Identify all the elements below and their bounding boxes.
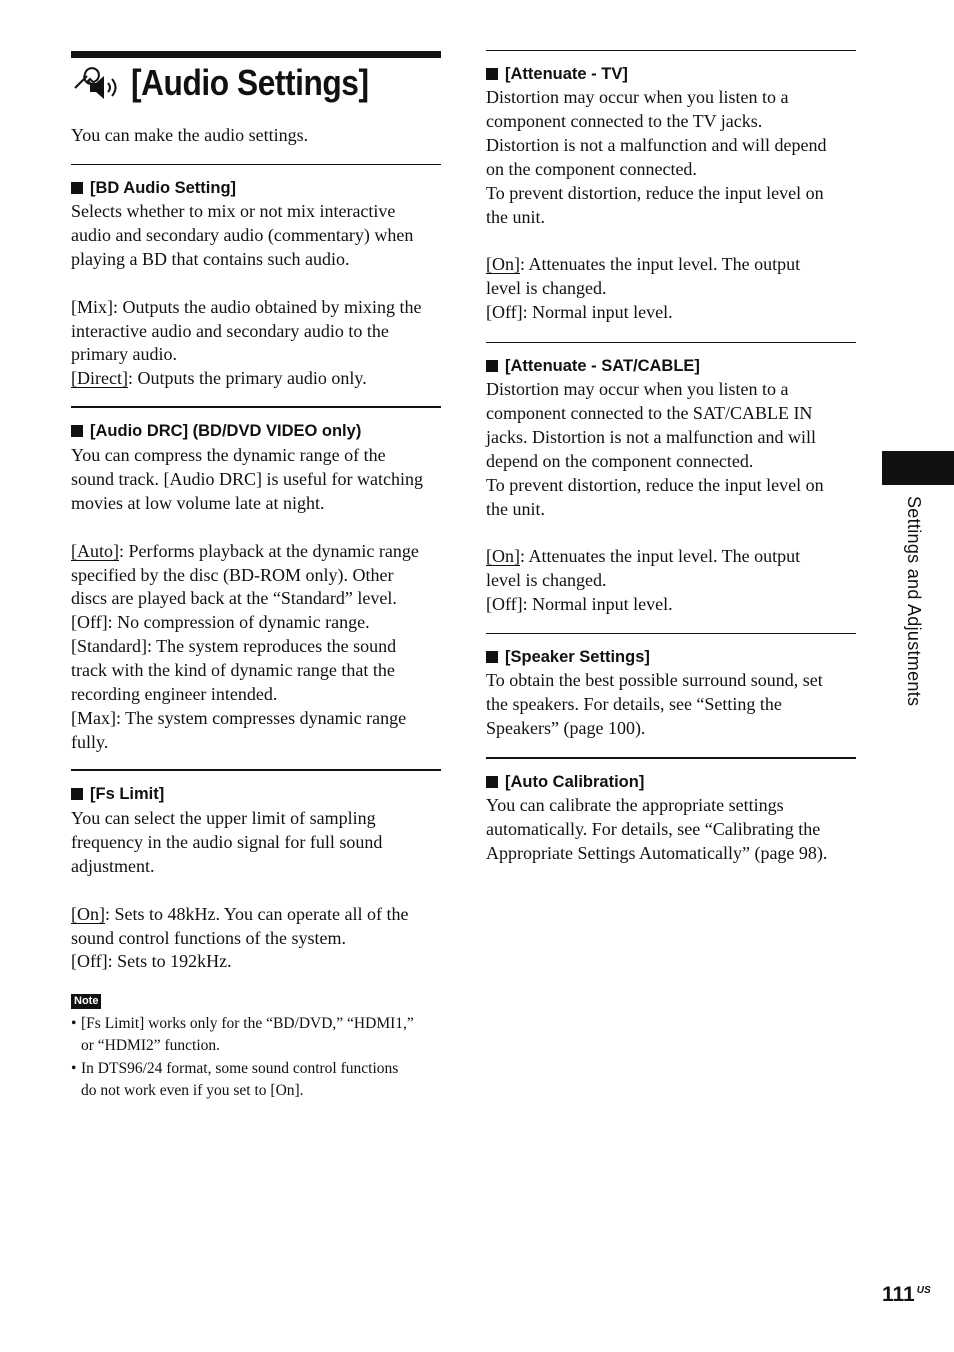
option-line: [Off]: Sets to 192kHz.: [71, 951, 232, 972]
option-line: [Standard]: The system reproduces the sound: [71, 636, 397, 657]
default-option: [Auto]: [71, 540, 119, 561]
wrench-speaker-icon: [71, 62, 125, 104]
section-speaker-settings: [486, 633, 856, 741]
option-line: level is changed.: [486, 570, 607, 591]
body-line: the unit.: [486, 206, 545, 227]
option-line: [Off]: Normal input level.: [486, 302, 673, 323]
body-line: automatically. For details, see “Calibrating the: [486, 818, 821, 839]
option-line: recording engineer intended.: [71, 684, 278, 705]
square-bullet-icon: [486, 360, 498, 372]
option-line: track with the kind of dynamic range that the: [71, 660, 395, 681]
body-line: the unit.: [486, 498, 545, 519]
heading-text: [BD Audio Setting]: [90, 179, 237, 197]
page-suffix: US: [916, 1285, 931, 1296]
option-line: [Max]: The system compresses dynamic range: [71, 707, 407, 728]
square-bullet-icon: [71, 425, 83, 437]
section-attenuate-sat-cable: [486, 342, 856, 617]
body-line: Distortion may occur when you listen to a: [486, 379, 789, 399]
option-line: [Off]: No compression of dynamic range.: [71, 612, 370, 633]
body-line: To prevent distortion, reduce the input level on: [486, 474, 824, 495]
body-line: depend on the component connected.: [486, 450, 754, 471]
section-rule: [71, 406, 441, 408]
section-attenuate-tv: [486, 50, 856, 325]
title-rule: [71, 51, 441, 58]
default-option: [On]: [486, 254, 520, 275]
option-line: [On]: Attenuates the input level. The output: [486, 254, 801, 275]
heading-text: [Speaker Settings]: [505, 648, 650, 666]
body-line: on the component connected.: [486, 158, 697, 179]
heading-text: [Audio DRC] (BD/DVD VIDEO only): [90, 422, 362, 440]
body-line: frequency in the audio signal for full sound: [71, 831, 383, 852]
section-body: [71, 444, 441, 755]
option-line: specified by the disc (BD-ROM only). Other: [71, 564, 394, 585]
heading-text: [Attenuate - SAT/CABLE]: [505, 357, 700, 375]
note-item: • [Fs Limit] works only for the “BD/DVD,” “HDMI1,” or “HDMI2” function.: [71, 1013, 441, 1057]
square-bullet-icon: [486, 68, 498, 80]
option-line: fully.: [71, 731, 109, 752]
section-rule: [486, 757, 856, 759]
option-line: interactive audio and secondary audio to the: [71, 320, 389, 341]
body-line: sound track. [Audio DRC] is useful for watching: [71, 468, 423, 489]
section-body: [486, 378, 856, 617]
option-line: [Direct]: Outputs the primary audio only.: [71, 368, 367, 389]
section-fs-limit: [71, 769, 441, 1103]
section-body: [486, 794, 856, 866]
option-line: sound control functions of the system.: [71, 927, 346, 948]
body-line: To prevent distortion, reduce the input level on: [486, 182, 824, 203]
body-line: playing a BD that contains such audio.: [71, 248, 350, 269]
square-bullet-icon: [71, 788, 83, 800]
note-item: • In DTS96/24 format, some sound control functions do not work even if you set to [On].: [71, 1058, 441, 1102]
body-line: component connected to the TV jacks.: [486, 110, 763, 131]
section-body: [486, 86, 856, 325]
body-line: component connected to the SAT/CABLE IN: [486, 402, 813, 423]
chapter-label: Settings and Adjustments: [904, 496, 924, 707]
body-line: Speakers” (page 100).: [486, 717, 646, 738]
body-line: Distortion may occur when you listen to a: [486, 87, 789, 107]
option-line: level is changed.: [486, 278, 607, 299]
note-block: [71, 991, 441, 1102]
option-line: [Off]: Normal input level.: [486, 594, 673, 615]
square-bullet-icon: [71, 182, 83, 194]
section-heading: [486, 356, 856, 376]
heading-text: [Attenuate - TV]: [505, 65, 628, 83]
body-line: Appropriate Settings Automatically” (page 98).: [486, 842, 828, 863]
body-line: You can compress the dynamic range of the: [71, 445, 386, 465]
section-bd-audio-setting: [71, 164, 441, 391]
body-line: jacks. Distortion is not a malfunction and will: [486, 426, 816, 447]
body-line: Selects whether to mix or not mix interactive: [71, 201, 396, 221]
chapter-tab: [882, 451, 954, 485]
body-line: the speakers. For details, see “Setting the: [486, 693, 782, 714]
section-rule: [486, 633, 856, 634]
default-option: [Direct]: [71, 368, 128, 389]
body-line: adjustment.: [71, 855, 155, 876]
option-line: [On]: Sets to 48kHz. You can operate all of the: [71, 903, 409, 924]
body-line: movies at low volume late at night.: [71, 492, 325, 513]
section-body: [71, 807, 441, 974]
section-rule: [486, 342, 856, 343]
note-list: [71, 1013, 441, 1102]
body-line: You can calibrate the appropriate settings: [486, 795, 784, 815]
option-line: primary audio.: [71, 344, 177, 365]
section-heading: [71, 178, 441, 198]
title-row: [71, 60, 401, 106]
heading-text: [Fs Limit]: [90, 785, 165, 803]
section-rule: [71, 769, 441, 771]
section-body: [71, 200, 441, 391]
section-heading: [71, 421, 441, 441]
body-line: Distortion is not a malfunction and will depend: [486, 134, 827, 155]
section-audio-drc: [71, 406, 441, 755]
page-title: [Audio Settings]: [131, 62, 369, 103]
square-bullet-icon: [486, 651, 498, 663]
option-line: discs are played back at the “Standard” level.: [71, 588, 397, 609]
section-rule: [486, 50, 856, 51]
body-line: audio and secondary audio (commentary) when: [71, 224, 414, 245]
note-badge: Note: [71, 994, 101, 1009]
option-line: [On]: Attenuates the input level. The output: [486, 546, 801, 567]
section-auto-calibration: [486, 757, 856, 866]
intro-text: You can make the audio settings.: [71, 125, 309, 145]
body-line: You can select the upper limit of sampling: [71, 808, 376, 828]
default-option: [On]: [486, 546, 520, 567]
section-heading: [486, 647, 856, 667]
square-bullet-icon: [486, 776, 498, 788]
heading-text: [Auto Calibration]: [505, 773, 645, 791]
section-heading: [71, 784, 441, 804]
section-heading: [486, 64, 856, 84]
page-number: 111 $^{US}$: [882, 1283, 931, 1306]
section-rule: [71, 164, 441, 165]
option-line: [Mix]: Outputs the audio obtained by mixing the: [71, 296, 422, 317]
section-body: [486, 669, 856, 741]
default-option: [On]: [71, 903, 105, 924]
section-heading: [486, 772, 856, 792]
body-line: To obtain the best possible surround sound, set: [486, 670, 823, 690]
option-line: [Auto]: Performs playback at the dynamic range: [71, 540, 419, 561]
